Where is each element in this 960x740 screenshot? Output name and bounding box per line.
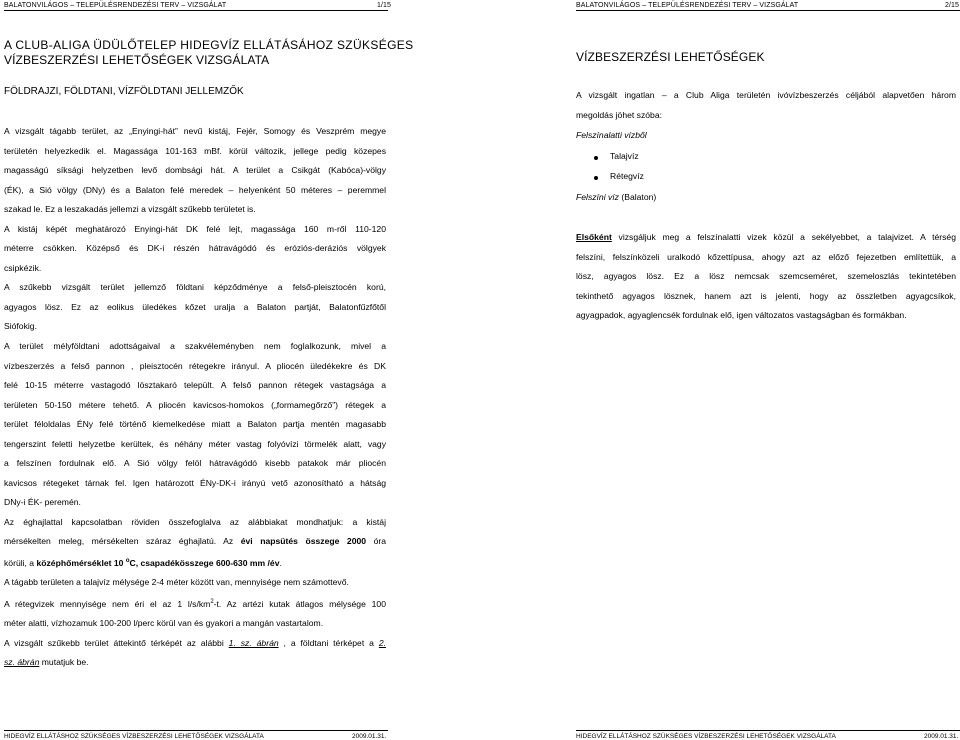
bullet-label: Rétegvíz <box>610 171 644 181</box>
text-line: méter alatti, vízhozamuk 100-200 l/perc körül van és gyakori a mangán vastartalom. <box>4 618 324 629</box>
section-heading: FÖLDRAJZI, FÖLDTANI, VÍZFÖLDTANI JELLEMZŐK <box>4 86 244 97</box>
text-line: felé 10-15 méterre vastagodó lösztakaró települt. A felső pannon rétegek vastagsága a <box>4 380 386 391</box>
text-line: méterre csökken. Középső és DK-i részén hátravágódó és eróziós-deráziós völgyek <box>4 243 386 254</box>
text-run: A rétegvizek mennyisége nem éri el az 1 l/s/km <box>4 598 211 609</box>
page-2 <box>480 0 960 740</box>
title-line-2: VÍZBESZERZÉSI LEHETŐSÉGEK VIZSGÁLATA <box>4 53 270 67</box>
text-line: tengerszint feletti helyzetbe kerültek, és néhány méter vastag folyóvízi törmelék alatt, vagy <box>4 438 386 449</box>
text-line: területen 50-150 métere tehető. A pliocén kavicsos-homokos („formamegőrző”) rétegek a <box>4 399 386 410</box>
bullet-icon <box>594 156 598 160</box>
header-rule <box>576 10 960 11</box>
text-line: megoldás jöhet szóba: <box>576 109 662 120</box>
section-title: VÍZBESZERZÉSI LEHETŐSÉGEK <box>576 50 765 64</box>
page-number: 1/15 <box>377 2 392 9</box>
text-line: lösz, agyagos lösz. Ez a lösz nemcsak szemcseméret, szemeloszlás tekintetében <box>576 271 956 282</box>
text-line <box>4 593 386 614</box>
text-line <box>4 532 386 552</box>
text-line: (ÉK), a Sió völgy (DNy) és a Balaton felé meredek – helyenként 50 méteres – peremmel <box>4 184 386 195</box>
text-line: A kistáj képét meghatározó Enyingi-hát DK felé lejt, magassága 160 m-ről 110-120 <box>4 223 386 234</box>
text-run: körüli, a <box>4 557 37 568</box>
text-line: kavicsos rétegeket tárnak fel. Igen határozott ÉNy-DK-i irányú vető azonosítható a hátság <box>4 477 386 488</box>
figure-2-ref: 2. <box>378 637 387 648</box>
text-line: magasságú síksági helyzetben levő dombsági hát. A terület a Csikgát (Kabóca)-völgy <box>4 165 386 176</box>
precipitation-bold: C, csapadékösszege 600-630 mm /év <box>129 557 280 568</box>
footer-rule <box>576 730 960 731</box>
text-run: óra <box>366 536 387 547</box>
text-line: területén helyezkedik el. Magassága 101-163 mBf. körül változik, jellege pedig közepes <box>4 145 386 156</box>
temperature-bold: középhőmérséklet 10 <box>36 557 124 568</box>
first-bold: Elsőként <box>576 232 612 242</box>
footer-title: HIDEGVÍZ ELLÁTÁSHOZ SZÜKSÉGES VÍZBESZERZÉSI LEHETŐSÉGEK VIZSGÁLATA <box>4 733 264 740</box>
header-title: BALATONVILÁGOS – TELEPÜLÉSRENDEZÉSI TERV – VIZSGÁLAT <box>4 2 227 9</box>
text-line: csipkézik. <box>4 262 42 273</box>
figure-2-ref-cont: sz. ábrán <box>4 657 40 668</box>
text-line <box>4 653 386 673</box>
text-run: vizsgáljuk meg a felszínalatti vizek közül a sekélyebbet, a talajvizet. A térség <box>611 232 956 242</box>
bullet-label: Talajvíz <box>610 151 639 161</box>
text-line: agyagpadok, agyaglencsék fordulnak elő, igen változatos vastagságban és formákban. <box>576 310 907 321</box>
option-underground: Felszínalatti vízből <box>576 130 647 140</box>
text-line: agyagos lösz. Ez az eolikus üledékes kőzet uralja a Balaton partját, Balatonfűzfőtől <box>4 301 386 312</box>
surface-rest: (Balaton) <box>618 192 657 202</box>
footer-date: 2009.01.31. <box>924 733 959 740</box>
sunshine-bold: évi napsütés összege 2000 <box>240 536 367 547</box>
text-line: Az éghajlattal kapcsolatban röviden összefoglalva az alábbiakat mondhatjuk: a kistáj <box>4 516 386 527</box>
surface-italic: Felszíni víz <box>576 192 619 202</box>
bullet-icon <box>594 176 598 180</box>
text-line: DNy-i ÉK- peremén. <box>4 497 81 508</box>
text-line: vízbeszerzés a felső pannon , pleisztocén rétegekre irányul. A pliocén üledékekre és DK <box>4 360 386 371</box>
body-text <box>576 228 956 326</box>
text-run: mérsékelten meleg, mérsékelten száraz éghajlatú. Az <box>4 536 241 547</box>
document-title <box>4 38 474 68</box>
text-run: mutatjuk be. <box>41 657 89 668</box>
text-line: felszíni, felszínközeli uralkodó kőzettípusa, ahogy azt az előző fejezetben említettük, a <box>576 251 956 262</box>
option-surface <box>576 188 656 208</box>
footer-rule <box>4 730 388 731</box>
text-line: A tágabb területen a talajvíz mélysége 2-4 méter között van, mennyisége nem számottevő. <box>4 577 349 588</box>
title-line-1: A CLUB-ALIGA ÜDÜLŐTELEP HIDEGVÍZ ELLÁTÁSÁHOZ SZÜKSÉGES <box>4 38 414 52</box>
km-sup: 2 <box>210 598 214 605</box>
text-line: szakad le. Ez a leszakadás jellemzi a vizsgált szűkebb területet is. <box>4 204 256 215</box>
text-line <box>4 552 386 573</box>
text-line: A szűkebb vizsgált terület jellemző földtani képződménye a felső-pleisztocén korú, <box>4 282 386 293</box>
body-text <box>4 122 386 673</box>
header-title: BALATONVILÁGOS – TELEPÜLÉSRENDEZÉSI TERV – VIZSGÁLAT <box>576 2 799 9</box>
text-run: , a földtani térképet a <box>278 637 379 648</box>
text-run: A vizsgált szűkebb terület áttekintő térképét az alábbi <box>4 637 229 648</box>
figure-1-ref: 1. sz. ábrán <box>228 637 279 648</box>
page-number: 2/15 <box>945 2 960 9</box>
intro-text <box>576 86 956 125</box>
text-run: . <box>279 557 282 568</box>
text-line: Siófokig. <box>4 321 37 332</box>
degree-sup: o <box>125 558 130 565</box>
text-run: -t. Az artézi kutak átlagos mélysége 100 <box>213 598 386 609</box>
text-line: a felszínen fordulnak elő. A Sió völgy felöl hátravágódó kisebb patakok már pliocén <box>4 458 386 469</box>
text-line <box>576 228 956 248</box>
footer-date: 2009.01.31. <box>352 733 387 740</box>
text-line: A terület mélyföldtani adottságaival a szakvéleményben nem foglalkozunk, mivel a <box>4 341 386 352</box>
header-rule <box>4 10 388 11</box>
text-line <box>4 634 386 654</box>
text-line: tekinthető agyagos lösznek, hanem azt is jelenti, hogy az összletben agyagcsíkok, <box>576 290 956 301</box>
text-line: A vizsgált ingatlan – a Club Aliga területén ivóvízbeszerzés céljából alapvetően három <box>576 90 956 100</box>
text-line: A vizsgált tágabb terület, az „Enyingi-hát” nevű kistáj, Fejér, Somogy és Veszprém megye <box>4 126 386 136</box>
text-line: terület féloldalas ÉNy felé történő kiemelkedése miatt a Balaton partja mentén magasabb <box>4 419 386 430</box>
footer-title: HIDEGVÍZ ELLÁTÁSHOZ SZÜKSÉGES VÍZBESZERZÉSI LEHETŐSÉGEK VIZSGÁLATA <box>576 733 836 740</box>
